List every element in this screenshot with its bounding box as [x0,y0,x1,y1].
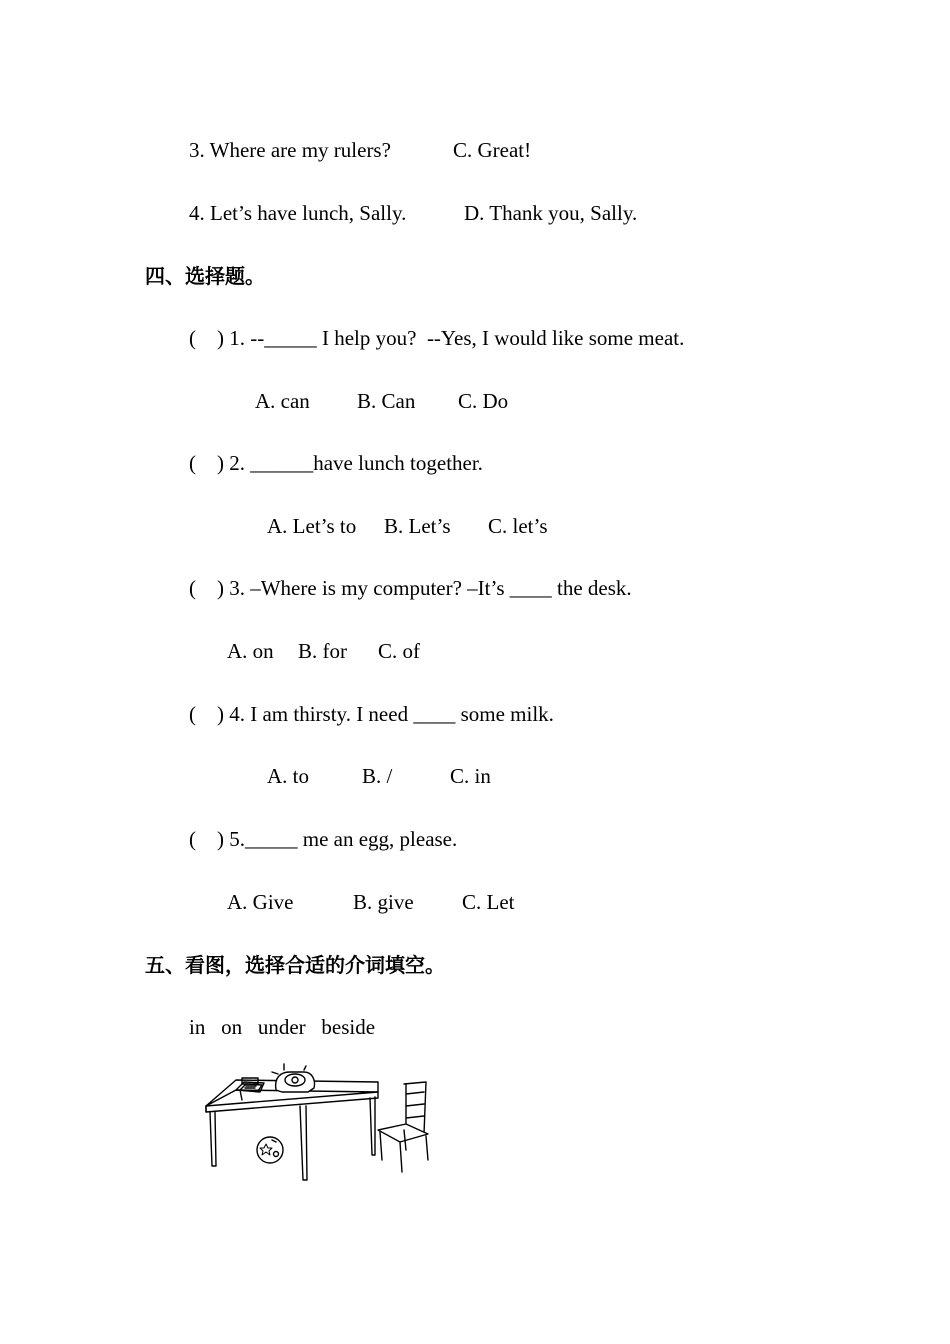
matching-item-c-answer: C. Great! [453,138,532,162]
question-2-stem: ( ) 2. ______have lunch together. [189,451,483,475]
section-5-title: 五、看图，选择合适的介词填空。 [145,953,445,977]
section-4-title: 四、选择题。 [145,264,265,288]
question-2-option-b: B. Let’s [384,514,451,538]
question-5-stem: ( ) 5._____ me an egg, please. [189,827,458,851]
table-scene-illustration [200,1060,440,1190]
table-drawing [206,1080,378,1180]
question-5-option-a: A. Give [227,890,294,914]
question-1-stem: ( ) 1. --_____ I help you? --Yes, I would like some meat. [189,326,685,350]
question-3-stem: ( ) 3. –Where is my computer? –It’s ____ the desk. [189,576,632,600]
matching-item-4-question: 4. Let’s have lunch, Sally. [189,201,407,225]
question-1-option-a: A. can [255,389,310,413]
word-bank: in on under beside [189,1015,376,1039]
question-1-option-b: B. Can [357,389,416,413]
matching-item-3-question: 3. Where are my rulers? [189,138,391,162]
ball-drawing [257,1137,283,1163]
question-4-stem: ( ) 4. I am thirsty. I need ____ some milk. [189,702,554,726]
chair-drawing [378,1082,428,1172]
question-3-option-b: B. for [298,639,347,663]
question-5-option-b: B. give [353,890,414,914]
question-2-option-a: A. Let’s to [267,514,357,538]
question-4-option-b: B. / [362,764,393,788]
question-3-option-a: A. on [227,639,274,663]
question-4-option-a: A. to [267,764,309,788]
question-1-option-c: C. Do [458,389,509,413]
telephone-drawing [272,1064,315,1092]
question-2-option-c: C. let’s [488,514,548,538]
matching-item-d-answer: D. Thank you, Sally. [464,201,638,225]
question-3-option-c: C. of [378,639,420,663]
question-4-option-c: C. in [450,764,491,788]
question-5-option-c: C. Let [462,890,515,914]
